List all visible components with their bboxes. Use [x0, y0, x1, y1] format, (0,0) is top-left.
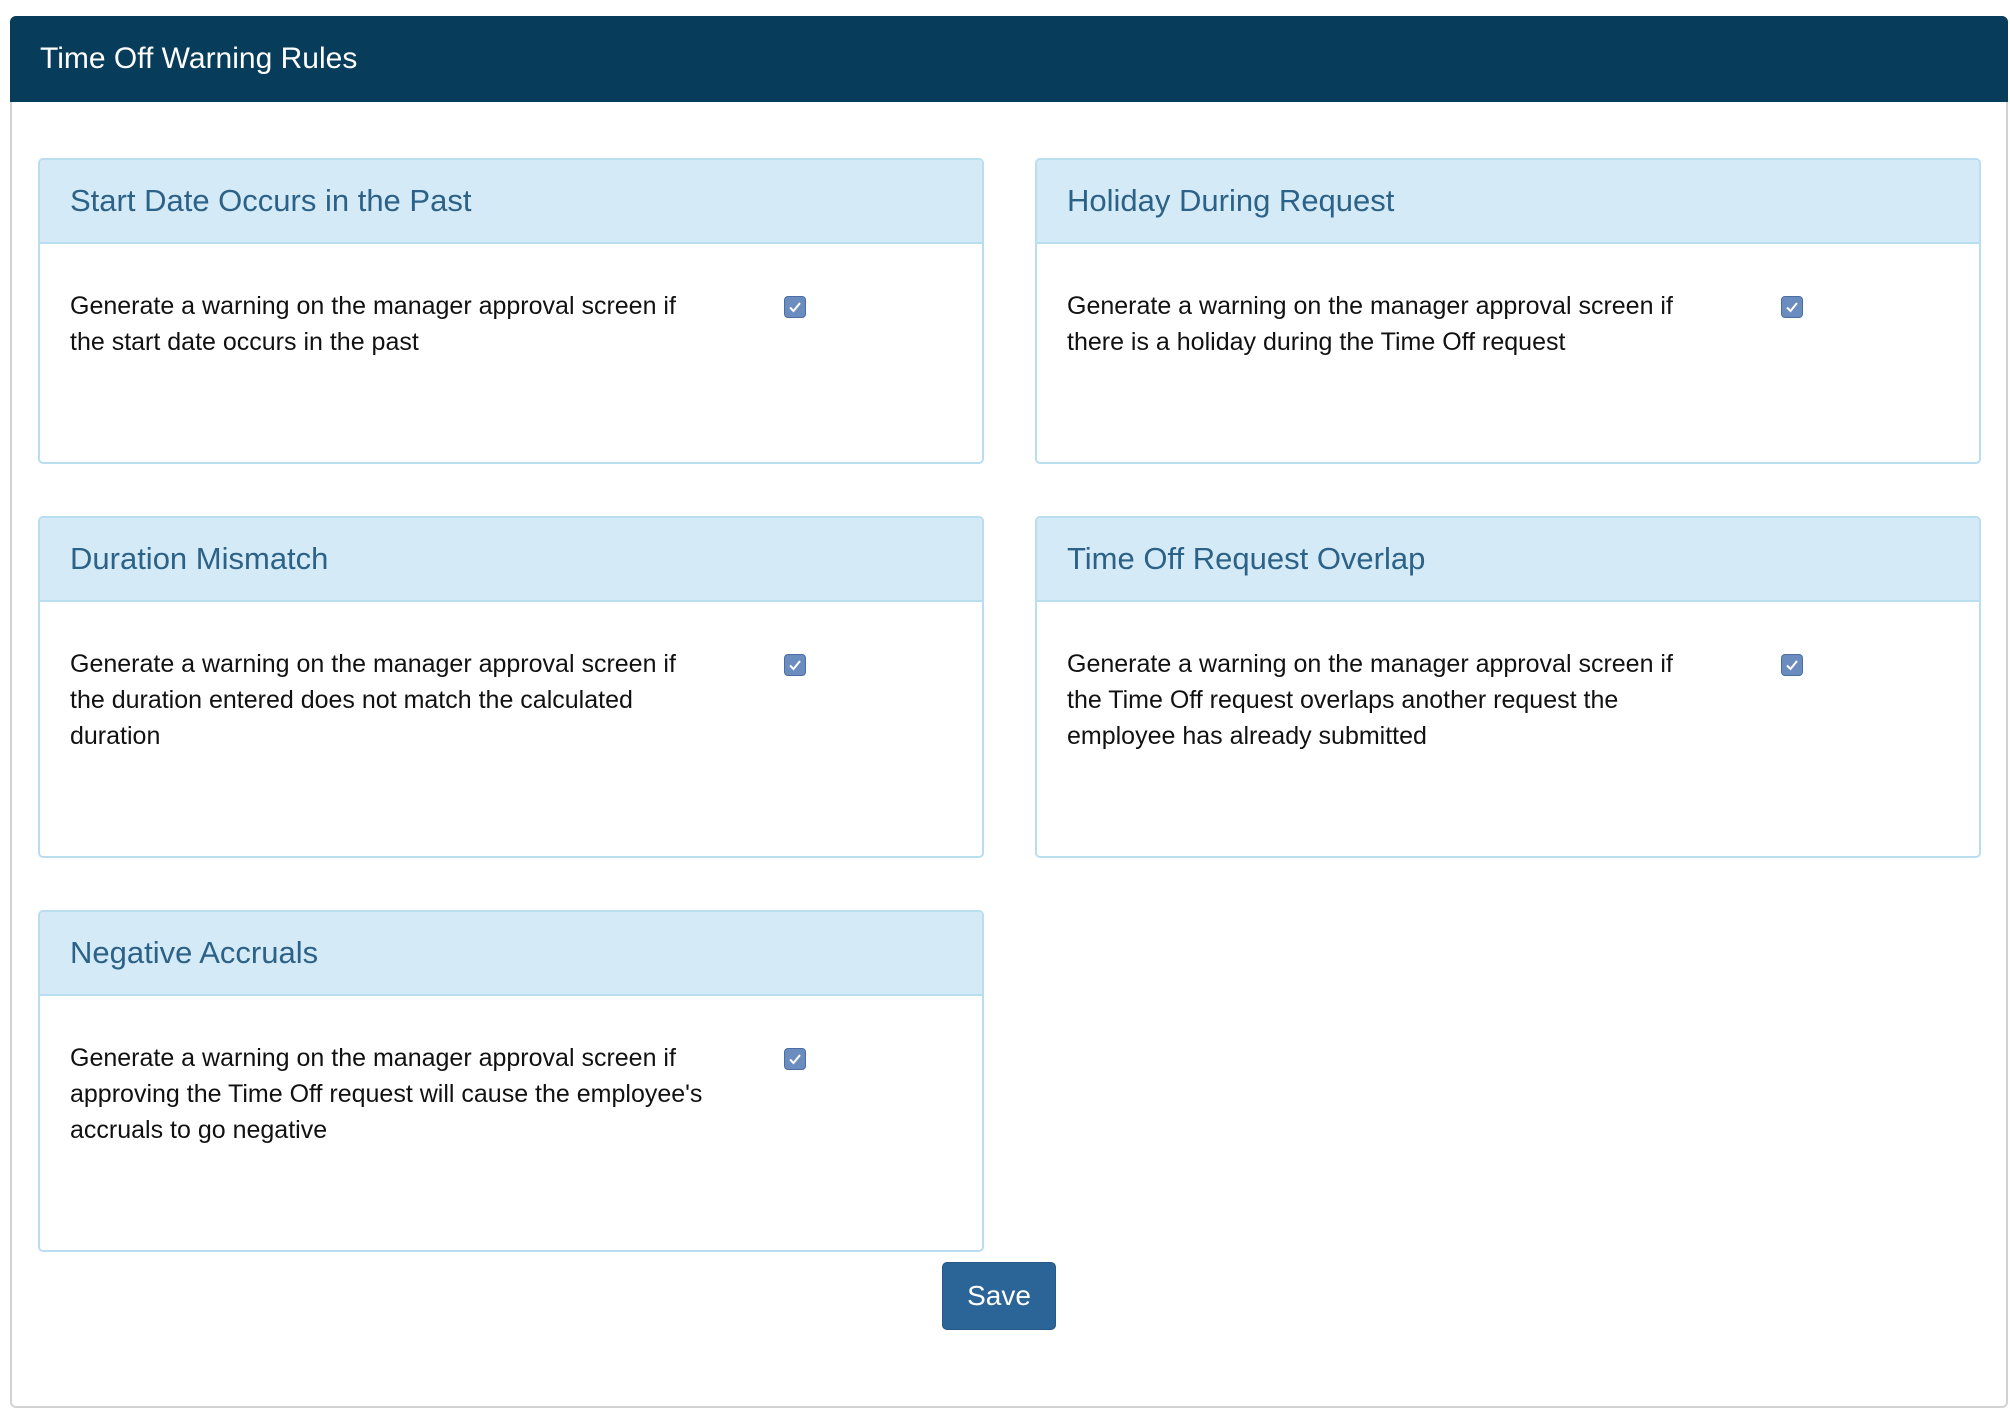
rule-card-negative-accruals — [38, 910, 984, 1252]
start-date-past-checkbox[interactable] — [784, 296, 806, 318]
rule-description: Generate a warning on the manager approval screen if approving the Time Off request will cause the employee's accruals to go negative — [70, 1044, 703, 1144]
rule-card-header — [40, 160, 982, 244]
save-button[interactable]: Save — [942, 1262, 1056, 1330]
rule-card-start-date-past — [38, 158, 984, 464]
checkmark-icon — [787, 657, 803, 673]
rule-title: Duration Mismatch — [70, 541, 329, 576]
rule-card-body — [40, 244, 982, 390]
checkmark-icon — [1784, 299, 1800, 315]
rule-card-header — [1037, 518, 1979, 602]
panel-title: Time Off Warning Rules — [40, 42, 358, 75]
rule-card-time-off-overlap — [1035, 516, 1981, 858]
rule-card-body — [40, 996, 982, 1178]
rule-description: Generate a warning on the manager approval screen if the duration entered does not match the calculated duration — [70, 650, 676, 750]
rule-card-header — [40, 518, 982, 602]
checkmark-icon — [1784, 657, 1800, 673]
rule-card-header — [40, 912, 982, 996]
checkmark-icon — [787, 299, 803, 315]
rule-description: Generate a warning on the manager approval screen if the Time Off request overlaps another request the employee has already submitted — [1067, 650, 1673, 750]
rule-title: Time Off Request Overlap — [1067, 541, 1426, 576]
rule-description: Generate a warning on the manager approval screen if the start date occurs in the past — [70, 292, 676, 356]
duration-mismatch-checkbox[interactable] — [784, 654, 806, 676]
time-off-overlap-checkbox[interactable] — [1781, 654, 1803, 676]
rule-card-body — [1037, 602, 1979, 784]
rule-title: Start Date Occurs in the Past — [70, 183, 472, 218]
rule-card-header — [1037, 160, 1979, 244]
rule-card-duration-mismatch — [38, 516, 984, 858]
rule-description: Generate a warning on the manager approval screen if there is a holiday during the Time Off request — [1067, 292, 1673, 356]
holiday-during-request-checkbox[interactable] — [1781, 296, 1803, 318]
rule-card-body — [1037, 244, 1979, 390]
rule-card-holiday-during-request — [1035, 158, 1981, 464]
panel-header — [10, 16, 2008, 102]
checkmark-icon — [787, 1051, 803, 1067]
rule-title: Holiday During Request — [1067, 183, 1395, 218]
negative-accruals-checkbox[interactable] — [784, 1048, 806, 1070]
rule-title: Negative Accruals — [70, 935, 319, 970]
rule-card-body — [40, 602, 982, 784]
